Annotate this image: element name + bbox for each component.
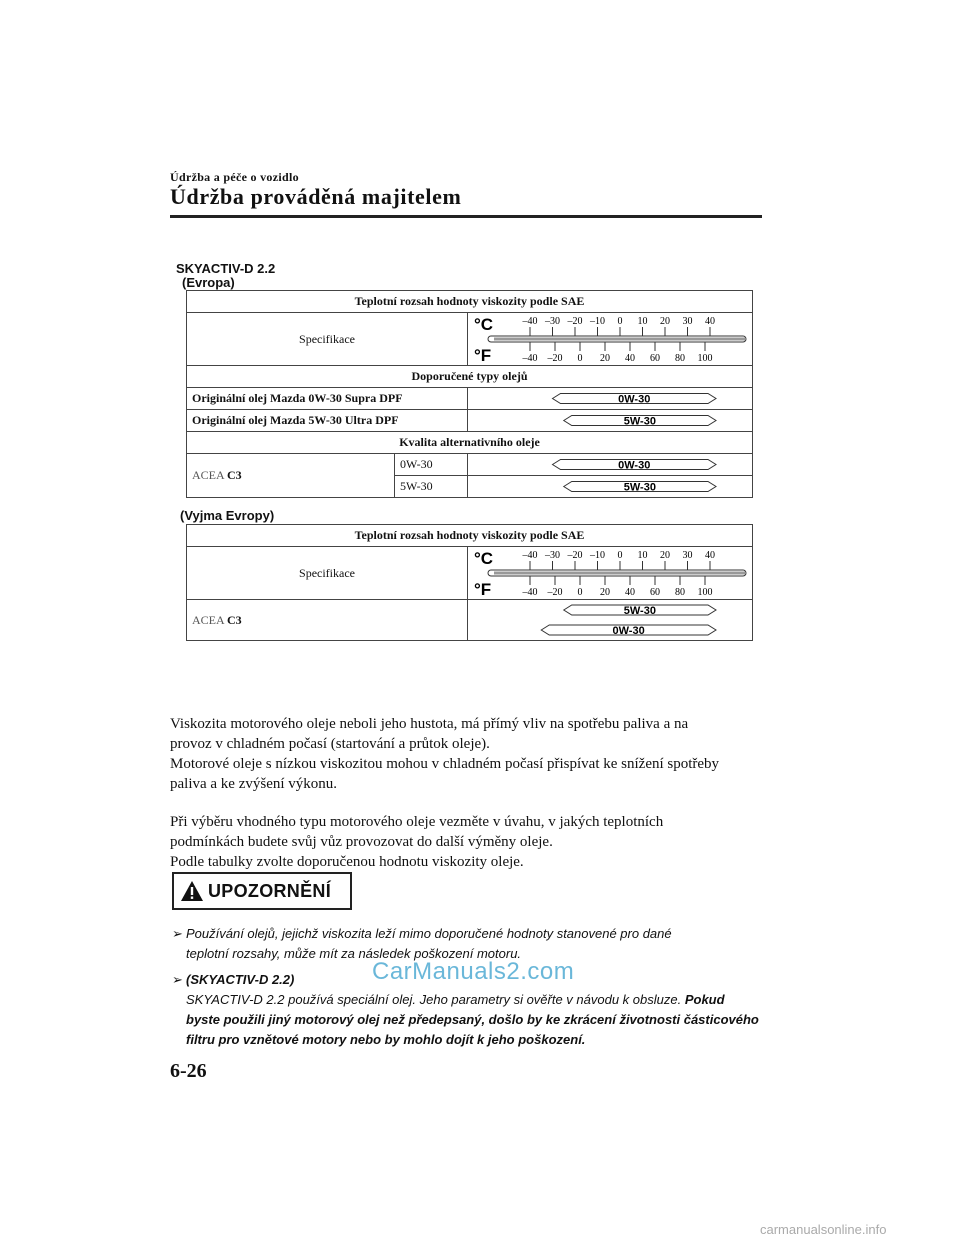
warning-text-bold: byste použili jiný motorový olej než předepsaný, došlo by ke zkrácení životnosti částicového (186, 1012, 759, 1027)
fahrenheit-tick-label: 60 (650, 587, 660, 598)
grade-bar (468, 600, 753, 620)
fahrenheit-tick-label: 60 (650, 353, 660, 364)
temperature-scale (468, 547, 753, 600)
fahrenheit-unit: °F (474, 580, 492, 599)
temperature-scale-svg (468, 547, 753, 599)
page-title: Údržba prováděná majitelem (170, 184, 462, 209)
grade-bar-cell (468, 388, 753, 410)
grade-bar (468, 476, 753, 497)
grade-label: 0W-30 (618, 459, 651, 472)
celsius-tick-label: 30 (682, 316, 693, 327)
acea-cell (187, 600, 468, 641)
spec-label: Specifikace (187, 313, 468, 366)
viscosity-table-outside-europe (186, 524, 753, 641)
celsius-tick-label: –40 (522, 550, 538, 561)
grade-label: 5W-30 (623, 415, 656, 428)
region-label-outside-europe: (Vyjma Evropy) (180, 508, 275, 523)
footer-watermark: carmanualsonline.info (760, 1222, 887, 1237)
fahrenheit-tick-label: 0 (577, 587, 583, 598)
warning-text-bold: filtru pro vznětové motory nebo by mohlo dojít k jeho poškození. (186, 1032, 586, 1047)
warning-text (172, 990, 762, 1010)
acea-grade: 0W-30 (395, 454, 468, 476)
fahrenheit-tick-label: 20 (600, 587, 610, 598)
warning-label: UPOZORNĚNÍ (208, 881, 332, 901)
title-rule (170, 215, 762, 218)
recommended-header: Doporučené typy olejů (187, 366, 753, 388)
celsius-unit: °C (474, 315, 494, 334)
celsius-tick-label: 30 (682, 550, 693, 561)
grade-label: 5W-30 (623, 605, 656, 617)
grade-label: 0W-30 (612, 625, 645, 637)
page-number: 6-26 (170, 1060, 207, 1082)
text-line: provoz v chladném počasí (startování a průtok oleje). (170, 736, 490, 752)
region-label-europe: (Evropa) (182, 275, 235, 290)
celsius-tick-label: 10 (637, 550, 648, 561)
acea-cell (187, 454, 395, 498)
fahrenheit-tick-label: –40 (522, 353, 538, 364)
fahrenheit-tick-label: 40 (625, 353, 635, 364)
celsius-tick-label: –30 (545, 550, 560, 561)
alt-quality-header: Kvalita alternativního oleje (187, 432, 753, 454)
text-line: paliva a ke zvýšení výkonu. (170, 776, 338, 792)
warning-text-bold: Pokud (684, 992, 725, 1007)
table-title: Teplotní rozsah hodnoty viskozity podle SAE (187, 291, 753, 313)
acea-prefix: ACEA (192, 612, 225, 627)
celsius-tick-label: 40 (705, 316, 715, 327)
fahrenheit-tick-label: 100 (697, 353, 713, 364)
warning-text: Používání olejů, jejichž viskozita leží mimo doporučené hodnoty stanovené pro dané (186, 926, 672, 941)
grade-bar (468, 620, 753, 640)
oil-name: Originální olej Mazda 5W-30 Ultra DPF (187, 410, 468, 432)
fahrenheit-tick-label: 40 (625, 587, 635, 598)
viscosity-table-europe (186, 290, 753, 498)
celsius-tick-label: –40 (522, 316, 538, 327)
grade-label: 5W-30 (623, 481, 656, 494)
warning-title: (SKYACTIV-D 2.2) (186, 972, 295, 987)
acea-class: C3 (227, 468, 242, 482)
text-line: podmínkách budete svůj vůz provozovat do další výměny oleje. (170, 834, 553, 850)
celsius-tick-label: 40 (705, 550, 715, 561)
fahrenheit-tick-label: 0 (577, 353, 583, 364)
fahrenheit-unit: °F (474, 346, 492, 365)
temperature-scale (468, 313, 753, 366)
warning-text-normal: SKYACTIV-D 2.2 používá speciální olej. Jeho parametry si ověřte v návodu k obsluze. (186, 992, 685, 1007)
celsius-tick-label: –10 (590, 550, 605, 561)
celsius-tick-label: 20 (660, 316, 670, 327)
paragraph-selection (170, 812, 663, 872)
grade-bar-cell (468, 410, 753, 432)
celsius-tick-label: 10 (637, 316, 648, 327)
grade-bar (468, 454, 753, 475)
celsius-tick-label: –10 (590, 316, 605, 327)
warning-icon (180, 880, 204, 902)
arrow-icon: ➢ (172, 926, 183, 941)
celsius-tick-label: 20 (660, 550, 670, 561)
celsius-tick-label: –20 (567, 316, 583, 327)
watermark: CarManuals2.com (372, 958, 575, 985)
grade-bars-cell (468, 600, 753, 641)
fahrenheit-tick-label: –40 (522, 587, 538, 598)
fahrenheit-tick-label: 80 (675, 353, 685, 364)
grade-bar-cell (468, 476, 753, 498)
oil-name: Originální olej Mazda 0W-30 Supra DPF (187, 388, 468, 410)
spec-label: Specifikace (187, 547, 468, 600)
grade-label: 0W-30 (618, 393, 651, 406)
text-line: Při výběru vhodného typu motorového oleje vezměte v úvahu, v jakých teplotních (170, 814, 664, 830)
fahrenheit-tick-label: 100 (697, 587, 713, 598)
fahrenheit-tick-label: –20 (547, 587, 563, 598)
temperature-scale-svg (468, 313, 753, 365)
text-line: Motorové oleje s nízkou viskozitou mohou v chladném počasí přispívat ke snížení spotřeby (170, 756, 720, 772)
celsius-tick-label: –30 (545, 316, 560, 327)
text-line: Viskozita motorového oleje neboli jeho hustota, má přímý vliv na spotřebu paliva a na (170, 716, 689, 732)
celsius-tick-label: –20 (567, 550, 583, 561)
warning-text: teplotní rozsahy, může mít za následek poškození motoru. (186, 946, 522, 961)
text-line: Podle tabulky zvolte doporučenou hodnotu viskozity oleje. (170, 854, 524, 870)
thermometer-fill (494, 338, 745, 341)
celsius-tick-label: 0 (617, 316, 623, 327)
acea-class: C3 (227, 612, 242, 627)
table-title: Teplotní rozsah hodnoty viskozity podle SAE (187, 525, 753, 547)
fahrenheit-tick-label: –20 (547, 353, 563, 364)
grade-bar (468, 410, 753, 431)
engine-label: SKYACTIV-D 2.2 (176, 261, 276, 276)
arrow-icon: ➢ (172, 972, 183, 987)
breadcrumb: Údržba a péče o vozidlo (170, 170, 299, 184)
grade-bar-cell (468, 454, 753, 476)
thermometer-fill (494, 572, 745, 575)
paragraph-viscosity (170, 714, 719, 794)
acea-grade: 5W-30 (395, 476, 468, 498)
fahrenheit-tick-label: 20 (600, 353, 610, 364)
celsius-tick-label: 0 (617, 550, 623, 561)
acea-prefix: ACEA (192, 468, 225, 482)
warning-box (172, 872, 352, 910)
celsius-unit: °C (474, 549, 494, 568)
fahrenheit-tick-label: 80 (675, 587, 685, 598)
grade-bar (468, 388, 753, 409)
